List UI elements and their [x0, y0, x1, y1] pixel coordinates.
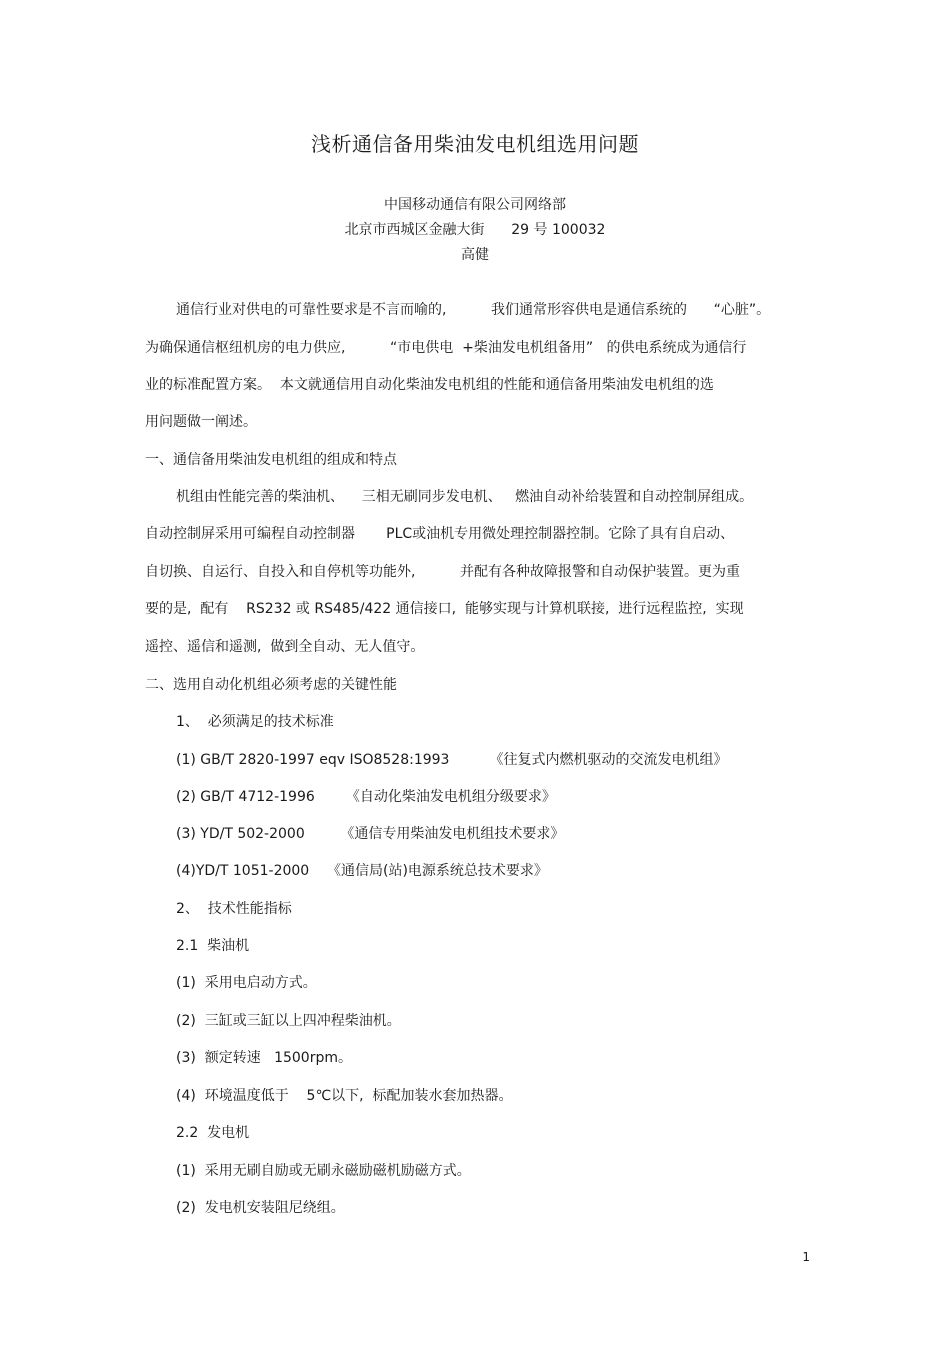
section1-line-5: 遥控、遥信和遥测, 做到全自动、无人值守。 [145, 639, 425, 655]
document-title: 浅析通信备用柴油发电机组选用问题 [311, 132, 639, 156]
page-number: 1 [802, 1250, 810, 1264]
intro-line-1: 通信行业对供电的可靠性要求是不言而喻的, 我们通常形容供电是通信系统的 “心脏”。 [176, 302, 771, 318]
section2-line-1: 1、 必须满足的技术标准 [176, 714, 334, 730]
section2-line-3: (2) GB/T 4712-1996 《自动化柴油发电机组分级要求》 [176, 789, 556, 805]
section1-line-2: 自动控制屏采用可编程自动控制器 PLC或油机专用微处理控制器控制。它除了具有自启动、 [145, 526, 735, 542]
section1-line-3: 自切换、自运行、自投入和自停机等功能外, 并配有各种故障报警和自动保护装置。更为重 [145, 564, 740, 580]
section1-line-4: 要的是, 配有 RS232 或 RS485/422 通信接口, 能够实现与计算机联接, 进行远程监控, 实现 [145, 601, 744, 617]
section2-heading: 二、选用自动化机组必须考虑的关键性能 [145, 677, 397, 693]
section2-line-13: (1) 采用无刷自励或无刷永磁励磁机励磁方式。 [176, 1163, 471, 1179]
author-address: 北京市西城区金融大街 29 号 100032 [344, 222, 606, 238]
section2-line-4: (3) YD/T 502-2000 《通信专用柴油发电机组技术要求》 [176, 826, 565, 842]
section2-line-2: (1) GB/T 2820-1997 eqv ISO8528:1993 《往复式内燃机驱动的交流发电机组》 [176, 752, 728, 768]
author-organization: 中国移动通信有限公司网络部 [384, 197, 566, 213]
section1-heading: 一、通信备用柴油发电机组的组成和特点 [145, 452, 397, 468]
section2-line-14: (2) 发电机安装阻尼绕组。 [176, 1200, 345, 1216]
section2-line-11: (4) 环境温度低于 5℃以下, 标配加装水套加热器。 [176, 1088, 513, 1104]
section2-line-9: (2) 三缸或三缸以上四冲程柴油机。 [176, 1013, 401, 1029]
section1-line-1: 机组由性能完善的柴油机、 三相无刷同步发电机、 燃油自动补给装置和自动控制屏组成。 [176, 489, 754, 505]
section2-line-10: (3) 额定转速 1500rpm。 [176, 1050, 352, 1066]
intro-line-3: 业的标准配置方案。 本文就通信用自动化柴油发电机组的性能和通信备用柴油发电机组的选 [145, 377, 714, 393]
intro-line-4: 用问题做一阐述。 [145, 414, 257, 430]
section2-line-12: 2.2 发电机 [176, 1125, 250, 1141]
section2-line-8: (1) 采用电启动方式。 [176, 975, 317, 991]
section2-line-5: (4)YD/T 1051-2000 《通信局(站)电源系统总技术要求》 [176, 863, 548, 879]
section2-line-6: 2、 技术性能指标 [176, 901, 292, 917]
intro-line-2: 为确保通信枢纽机房的电力供应, “市电供电 +柴油发电机组备用” 的供电系统成为通信行 [145, 340, 747, 356]
section2-line-7: 2.1 柴油机 [176, 938, 250, 954]
author-name: 高健 [461, 247, 489, 263]
